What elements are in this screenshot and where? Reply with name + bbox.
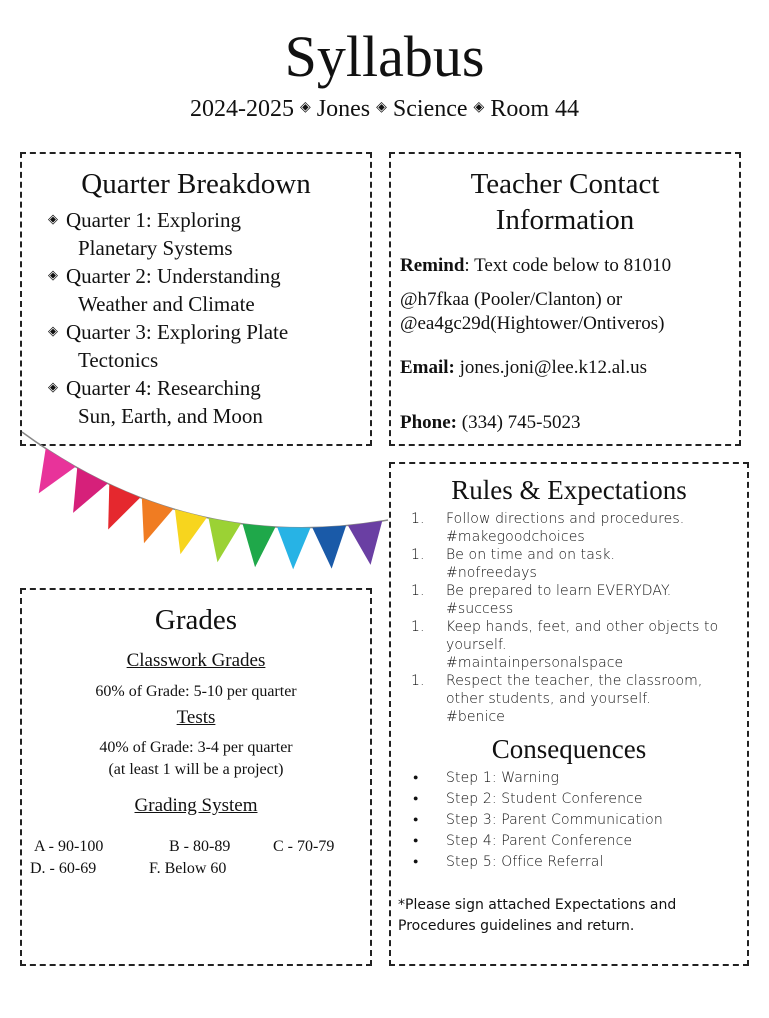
rules-list [391,510,747,726]
classwork-text: 60% of Grade: 5-10 per quarter [95,683,297,700]
tests-text-2: (at least 1 will be a project) [108,761,284,778]
grade-b: B - 80-89 [169,838,231,855]
diamond-icon: ◈ [48,211,58,226]
diamond-icon: ◈ [48,323,58,338]
grades-box [20,588,372,966]
bullet-icon: ● [413,794,419,804]
grade-c: C - 70-79 [273,838,335,855]
quarter-list [22,206,370,430]
list-item: 1. Follow directions and procedures. #makegoodchoices [411,511,685,545]
list-item: ◈ Quarter 3: Exploring Plate Tectonics [46,318,370,374]
bullet-icon: ● [413,773,419,783]
grades-heading: Grades [154,604,238,636]
pennant-flag [243,524,276,567]
grading-system-heading: Grading System [134,795,258,816]
list-item: ● Step 2: Student Conference [391,789,747,810]
list-item: ◈ Quarter 1: Exploring Planetary Systems [46,206,370,262]
contact-heading: Teacher Contact Information [470,168,660,236]
quarter-breakdown-heading: Quarter Breakdown [81,168,311,200]
classwork-heading: Classwork Grades [126,650,266,671]
list-item: ◈ Quarter 4: Researching Sun, Earth, and Moon [46,374,370,430]
rules-box [389,462,749,966]
grade-f: F. Below 60 [149,860,227,877]
list-item: ● Step 4: Parent Conference [391,831,747,852]
grade-a: A - 90-100 [34,838,104,855]
list-item: ● Step 5: Office Referral [391,852,747,873]
rules-heading: Rules & Expectations [451,475,687,505]
diamond-icon: ◈ [473,100,485,116]
pennant-banner [0,420,400,590]
diamond-icon: ◈ [48,379,58,394]
bullet-icon: ● [413,815,419,825]
consequences-heading: Consequences [491,734,647,764]
tests-heading: Tests [176,707,216,728]
diamond-icon: ◈ [300,100,311,116]
list-item: 1. Respect the teacher, the classroom, other students, and yourself. #benice [411,673,703,725]
subject: Science [392,96,468,122]
consequences-list [391,768,747,873]
list-item: ● Step 1: Warning [391,768,747,789]
diamond-icon: ◈ [48,267,58,282]
page-title: Syllabus [284,24,485,89]
diamond-icon: ◈ [376,100,387,116]
list-item: ◈ Quarter 2: Understanding Weather and Climate [46,262,370,318]
pennant-flag [209,518,241,562]
remind-code-2: @ea4gc29d(Hightower/Ontiveros) [400,313,665,334]
bullet-icon: ● [413,836,419,846]
email-line: Email: jones.joni@lee.k12.al.us [400,357,648,378]
school-year: 2024-2025 [190,96,294,122]
pennant-flag [277,527,310,569]
banner-flags [39,448,383,569]
tests-text-1: 40% of Grade: 3-4 per quarter [99,739,293,756]
pennant-flag [348,521,382,565]
phone-number: (334) 745-5023 [461,412,581,433]
teacher-name: Jones [316,96,371,122]
list-item: 1. Be prepared to learn EVERYDAY. #success [411,583,672,617]
room-number: Room 44 [490,96,579,122]
teacher-contact-box [389,152,741,446]
pennant-flag [312,526,346,569]
list-item: ● Step 3: Parent Communication [391,810,747,831]
quarter-breakdown-box [20,152,372,446]
email-link[interactable]: jones.joni@lee.k12.al.us [459,357,648,378]
pennant-flag [142,498,173,543]
remind-line: Remind: Text code below to 81010 [400,255,672,276]
phone-line: Phone: (334) 745-5023 [400,412,581,433]
remind-code-1: @h7fkaa (Pooler/Clanton) or [400,289,623,310]
page-subtitle [0,94,769,125]
list-item: 1. Keep hands, feet, and other objects to yourself. #maintainpersonalspace [411,619,719,671]
bullet-icon: ● [413,857,419,867]
grade-d: D. - 60-69 [30,860,97,877]
signature-note: *Please sign attached Expectations and Procedures guidelines and return. [398,897,677,934]
list-item: 1. Be on time and on task. #nofreedays [411,547,616,581]
pennant-flag [108,484,140,529]
